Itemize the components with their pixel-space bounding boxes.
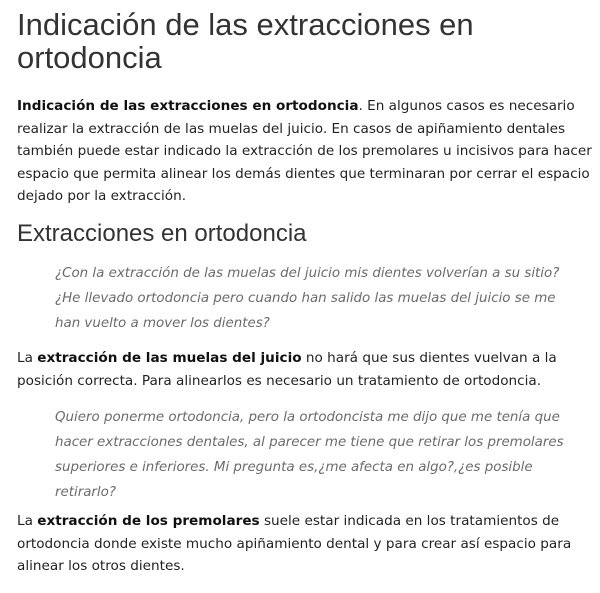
question-quote-1 <box>55 261 580 336</box>
answer2-line-1 <box>17 510 591 533</box>
question1-line-2: ¿He llevado ortodoncia pero cuando han salido las muelas del juicio se me <box>55 291 556 306</box>
intro-line-1 <box>17 95 591 118</box>
answer2-line-3: alinear los otros dientes. <box>17 558 185 575</box>
question1-line-1: ¿Con la extracción de las muelas del juicio mis dientes volverían a su sitio? <box>55 266 560 281</box>
answer2-pre: La <box>17 513 38 529</box>
question2-line-3: superiores e inferiores. Mi pregunta es,¿me afecta en algo?,¿es posible <box>55 460 533 475</box>
question-quote-2 <box>55 405 580 505</box>
article-title: Indicación de las extracciones en ortodoncia <box>17 7 474 75</box>
question1-line-3: han vuelto a mover los dientes? <box>55 316 270 331</box>
intro-line-2: realizar la extracción de las muelas del juicio. En casos de apiñamiento dentales <box>17 120 566 137</box>
answer1-post: no hará que sus dientes vuelvan a la <box>301 350 557 366</box>
answer1-line-1 <box>17 347 591 370</box>
section-subtitle: Extracciones en ortodoncia <box>17 220 307 247</box>
intro-line-1-text: . En algunos casos es necesario <box>358 98 575 114</box>
intro-line-4: espacio que permita alinear los demás dientes que terminaran por cerrar el espacio <box>17 165 590 182</box>
question2-line-4: retirarlo? <box>55 485 116 500</box>
answer-paragraph-2 <box>17 510 591 578</box>
answer1-line-2: posición correcta. Para alinearlos es necesario un tratamiento de ortodoncia. <box>17 372 542 389</box>
intro-lead-bold: Indicación de las extracciones en ortodoncia <box>17 98 359 114</box>
question2-line-2: hacer extracciones dentales, al parecer me tiene que retirar los premolares <box>55 435 564 450</box>
answer2-bold: extracción de los premolares <box>37 513 260 529</box>
answer1-pre: La <box>17 350 38 366</box>
intro-line-5: dejado por la extracción. <box>17 188 187 205</box>
intro-paragraph <box>17 95 591 208</box>
answer1-bold: extracción de las muelas del juicio <box>37 350 302 366</box>
answer-paragraph-1 <box>17 347 591 392</box>
answer2-post: suele estar indicada en los tratamientos de <box>259 513 560 529</box>
question2-line-1: Quiero ponerme ortodoncia, pero la ortodoncista me dijo que me tenía que <box>55 410 560 425</box>
intro-line-3: también puede estar indicado la extracción de los premolares u incisivos para hacer <box>17 143 592 160</box>
answer2-line-2: ortodoncia donde existe mucho apiñamiento dental y para crear así espacio para <box>17 535 572 552</box>
